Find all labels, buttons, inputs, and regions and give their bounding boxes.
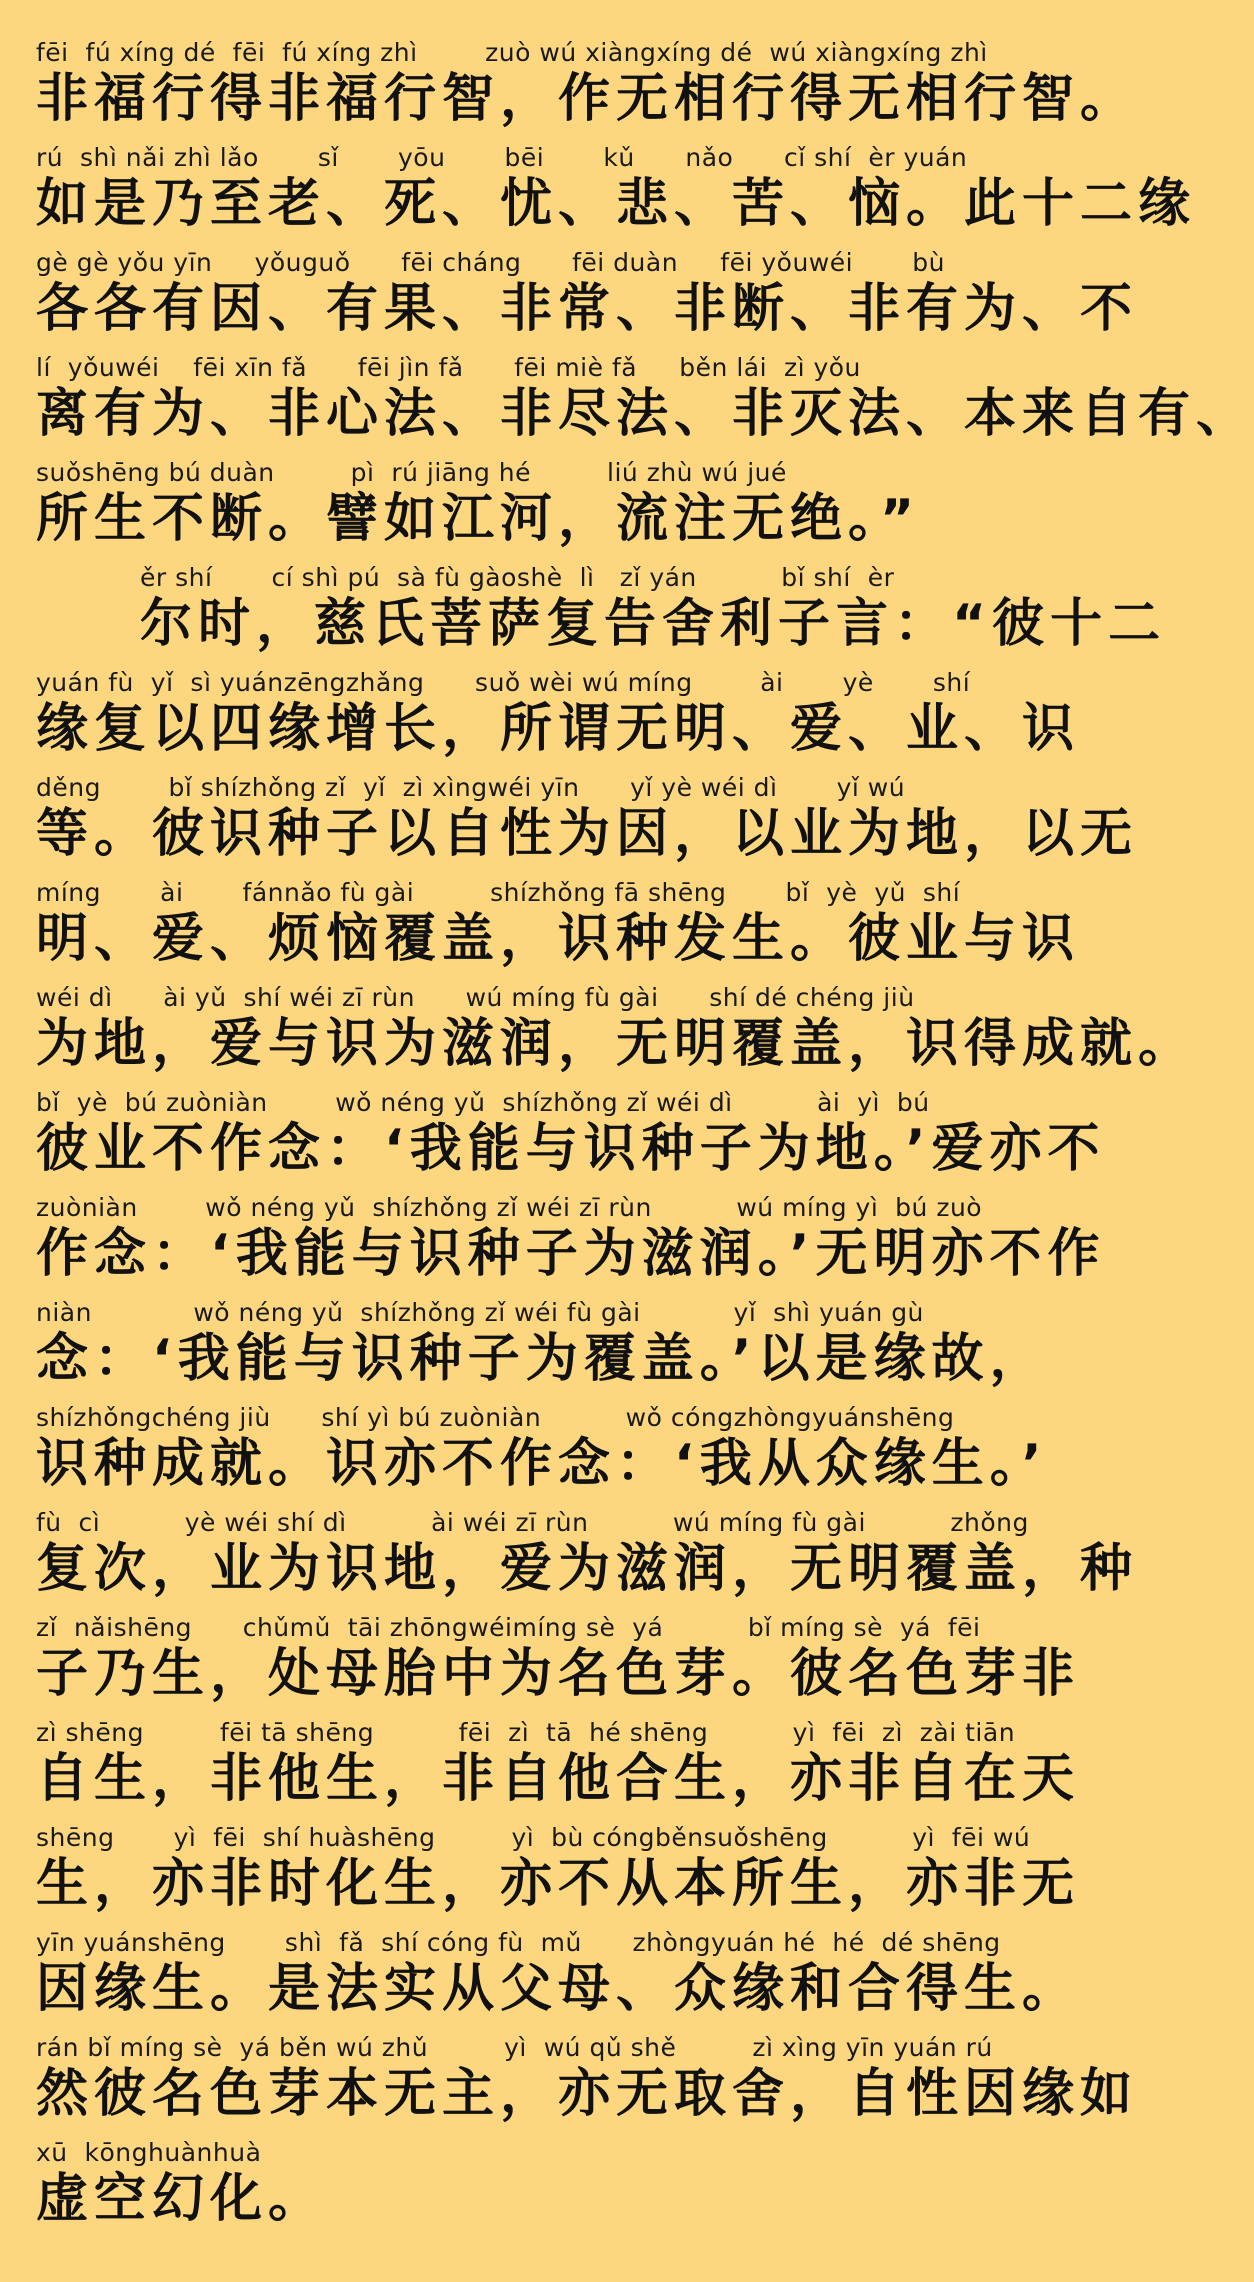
pinyin-annotation: rú shì nǎi zhì lǎo sǐ yōu bēi kǔ nǎo cǐ shí èr yuán <box>36 143 968 172</box>
text-line <box>0 1508 1139 1613</box>
text-line <box>0 38 1139 143</box>
text-line <box>0 878 1080 983</box>
pinyin-annotation: ěr shí cí shì pú sà fù gàoshè lì zǐ yán bǐ shí èr <box>140 563 895 592</box>
pinyin-annotation: míng ài fánnǎo fù gài shízhǒng fā shēng bǐ yè yǔ shí <box>36 878 961 907</box>
chinese-text: 复次，业为识地，爱为滋润，无明覆盖，种 <box>36 1539 1139 1599</box>
chinese-text: 等。彼识种子以自性为因，以业为地，以无 <box>36 804 1139 864</box>
pinyin-annotation: zì shēng fēi tā shēng fēi zì tā hé shēng yì fēi zì zài tiān <box>36 1718 1016 1747</box>
chinese-text: 自生，非他生，非自他合生，亦非自在天 <box>36 1749 1081 1809</box>
pinyin-annotation: fēi fú xíng dé fēi fú xíng zhì zuò wú xiàngxíng dé wú xiàngxíng zhì <box>36 38 988 67</box>
text-line <box>0 1928 1080 2033</box>
text-line <box>0 983 1197 1088</box>
pinyin-annotation: shēng yì fēi shí huàshēng yì bù cóngběnsuǒshēng yì fēi wú <box>36 1823 1031 1852</box>
pinyin-annotation: zuòniàn wǒ néng yǔ shízhǒng zǐ wéi zī rùn wú míng yì bú zuò <box>36 1193 983 1222</box>
text-line <box>0 2033 1139 2138</box>
chinese-text: 然彼名色芽本无主，亦无取舍，自性因缘如 <box>36 2064 1139 2124</box>
text-line <box>0 458 1080 563</box>
text-line <box>0 1193 1106 1298</box>
text-line <box>0 773 1139 878</box>
pinyin-annotation: shízhǒngchéng jiù shí yì bú zuòniàn wǒ cóngzhòngyuánshēng <box>36 1403 955 1432</box>
pinyin-annotation: děng bǐ shízhǒng zǐ yǐ zì xìngwéi yīn yǐ yè wéi dì yǐ wú <box>36 773 906 802</box>
text-line <box>0 248 1139 353</box>
chinese-text: 彼业不作念：‘我能与识种子为地。’爱亦不 <box>36 1119 1106 1179</box>
text-line <box>0 563 1167 668</box>
pinyin-annotation: zǐ nǎishēng chǔmǔ tāi zhōngwéimíng sè yá bǐ míng sè yá fēi <box>36 1613 981 1642</box>
pinyin-annotation: wéi dì ài yǔ shí wéi zī rùn wú míng fù gài shí dé chéng jiù <box>36 983 915 1012</box>
chinese-text: 为地，爱与识为滋润，无明覆盖，识得成就。 <box>36 1014 1197 1074</box>
chinese-text: 识种成就。识亦不作念：‘我从众缘生。’ <box>36 1434 1048 1494</box>
chinese-text: 尔时，慈氏菩萨复告舍利子言：“彼十二 <box>140 594 1167 654</box>
chinese-text: 明、爱、烦恼覆盖，识种发生。彼业与识 <box>36 909 1081 969</box>
text-line <box>0 1298 1080 1403</box>
pinyin-annotation: suǒshēng bú duàn pì rú jiāng hé liú zhù wú jué <box>36 458 787 487</box>
text-line <box>0 2138 1080 2243</box>
chinese-text: 作念：‘我能与识种子为滋润。’无明亦不作 <box>36 1224 1106 1284</box>
pinyin-annotation: gè gè yǒu yīn yǒuguǒ fēi cháng fēi duàn fēi yǒuwéi bù <box>36 248 945 277</box>
chinese-text: 因缘生。是法实从父母、众缘和合得生。 <box>36 1959 1081 2019</box>
chinese-text: 缘复以四缘增长，所谓无明、爱、业、识 <box>36 699 1081 759</box>
chinese-text: 所生不断。譬如江河，流注无绝。” <box>36 489 921 549</box>
pinyin-annotation: yuán fù yǐ sì yuánzēngzhǎng suǒ wèi wú míng ài yè shí <box>36 668 971 697</box>
text-line <box>0 353 1254 458</box>
chinese-text: 离有为、非心法、非尽法、非灭法、本来自有、 <box>36 384 1254 444</box>
text-line <box>0 1823 1080 1928</box>
pinyin-annotation: bǐ yè bú zuòniàn wǒ néng yǔ shízhǒng zǐ wéi dì ài yì bú <box>36 1088 930 1117</box>
text-line <box>0 1613 1080 1718</box>
pinyin-annotation: rán bǐ míng sè yá běn wú zhǔ yì wú qǔ shě zì xìng yīn yuán rú <box>36 2033 993 2062</box>
chinese-text: 子乃生，处母胎中为名色芽。彼名色芽非 <box>36 1644 1081 1704</box>
text-line <box>0 143 1197 248</box>
text-line <box>0 1718 1080 1823</box>
chinese-text: 虚空幻化。 <box>36 2169 327 2229</box>
pinyin-annotation: lí yǒuwéi fēi xīn fǎ fēi jìn fǎ fēi miè fǎ běn lái zì yǒu <box>36 353 861 382</box>
pinyin-annotation: fù cì yè wéi shí dì ài wéi zī rùn wú míng fù gài zhǒng <box>36 1508 1029 1537</box>
chinese-text: 生，亦非时化生，亦不从本所生，亦非无 <box>36 1854 1081 1914</box>
pinyin-annotation: xū kōnghuànhuà <box>36 2138 262 2167</box>
pinyin-annotation: niàn wǒ néng yǔ shízhǒng zǐ wéi fù gài yǐ shì yuán gù <box>36 1298 924 1327</box>
text-line <box>0 1403 1080 1508</box>
pinyin-annotation: yīn yuánshēng shì fǎ shí cóng fù mǔ zhòngyuán hé hé dé shēng <box>36 1928 1001 1957</box>
text-line <box>0 1088 1106 1193</box>
chinese-text: 念：‘我能与识种子为覆盖。’以是缘故， <box>36 1329 1048 1389</box>
chinese-text: 如是乃至老、死、忧、悲、苦、恼。此十二缘 <box>36 174 1197 234</box>
text-line <box>0 668 1080 773</box>
chinese-text: 非福行得非福行智，作无相行得无相行智。 <box>36 69 1139 129</box>
chinese-text: 各各有因、有果、非常、非断、非有为、不 <box>36 279 1139 339</box>
